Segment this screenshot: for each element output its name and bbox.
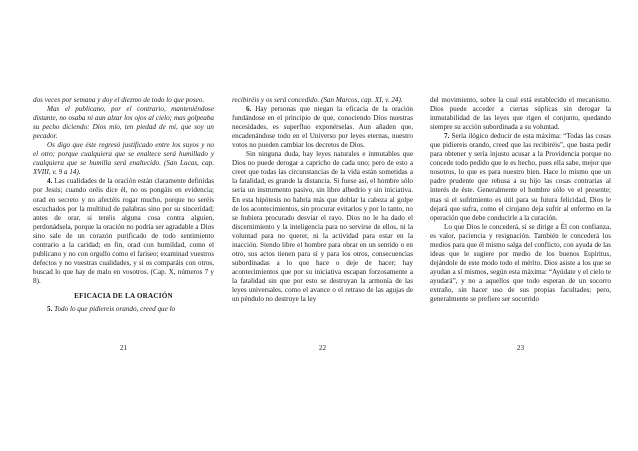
- page-23: [430, 96, 611, 446]
- paragraph: Mas el publicano, por el contrario, manteniéndose distante, no osaba ni aun alzar los ojos al cielo; mas golpeaba su pecho diciendo: Dios mío, ten piedad de mí, que soy un pecador.: [33, 105, 214, 141]
- page-21-text: [33, 96, 214, 286]
- page-number: 21: [119, 344, 128, 352]
- paragraph: [33, 177, 214, 286]
- paragraph: Lo que Dios le concederá, si se dirige a Él con confianza, es valor, paciencia y resignación. También le concederá los medios para que él mismo salga del conflicto, con ayuda de las ideas que le sugiere por medio de los buenos Espíritus, dejándole de este modo todo el mérito. Dios asiste a los que se ayudan a sí mismos, según esta máxima: “Ayúdate y el cielo te ayudará”, y no a aquellos que todo esperan de un socorro extraño, sin hacer uso de sus propias facultades; pero, generalmente se prefiere ser socorrido: [430, 222, 611, 304]
- page-number: 23: [516, 344, 525, 352]
- paragraph-text: Sería ilógico deducir de esta máxima: “Todas las cosas que pidiereis orando, creed que las recibiréis”, que basta pedir para obtener y sería injusto acusar a la Providencia porque no concede todo pedido que le es hecho, pues ella sabe, mejor que nosotros, lo que es para nuestro bien. Hace lo mismo que un padre prudente que rehusa a su hijo las cosas contrarias al interés de éste. Generalmente el hombre sólo ve el presente; mas si el sufrimiento es útil para su futura felicidad, Dios le dejará que sufra, como el cirujano deja sufrir al enfermo en la operación que debe conducirle a la curación.: [430, 132, 611, 222]
- paragraph-number: 5.: [47, 305, 53, 314]
- paragraph: [33, 305, 214, 314]
- paragraph-text: Todo lo que pidiereis orando, creed que lo: [52, 305, 176, 314]
- paragraph-number: 6.: [246, 105, 252, 114]
- paragraph-number: 4.: [47, 177, 53, 186]
- paragraph: [430, 132, 611, 222]
- page-22-text: [232, 96, 413, 304]
- page-number: 22: [318, 344, 327, 352]
- paragraph-text: Hay personas que niegan la eficacia de la oración fundándose en el principio de que, conociendo Dios nuestras necesidades, es superfluo exponérselas. Aun añaden que, encadenándose todo en el Universo por leyes eternas, nuestro votos no pueden cambiar los decretos de Dios.: [232, 105, 413, 150]
- paragraph: [232, 105, 413, 150]
- page-23-text: [430, 96, 611, 304]
- page-22: [232, 96, 413, 446]
- paragraph: recibiréis y os será concedido. (San Marcos, cap. XI, v. 24).: [232, 96, 403, 104]
- section-heading: EFICACIA DE LA ORACIÓN: [74, 291, 173, 300]
- paragraph: del movimiento, sobre la cual está establecido el mecanismo. Dios puede acceder a ciertas súplicas sin derogar la inmutabilidad de las leyes que rigen el conjunto, quedando siempre su acción subordinada a su voluntad.: [430, 96, 611, 132]
- page-21: [33, 96, 214, 446]
- paragraph: Sin ninguna duda, hay leyes naturales e inmutables que Dios no puede derogar a capricho de cada uno; pero de esto a creer que todas las circunstancias de la vida están sometidas a la fatalidad, es grande la distancia. Si fuese así, el hombre sólo sería un instrumento pasivo, sin libre albedrío y sin iniciativa. En esta hipótesis no habría más que doblar la cabeza al golpe de los acontecimientos, sin procurar evitarlos y por lo tanto, no se hubiera procurado desviar el rayo. Dios no le ha dado el discernimiento y la inteligencia para no servirse de ellos, ni la voluntad para no querer, ni la actividad para estar en la inacción. Siendo libre el hombre para obrar en un sentido o en otro, sus actos tienen para sí y para los otros, consecuencias subordinadas a lo que hace o deje de hacer; hay acontecimientos que por su iniciativa escapan forzosamente a la fatalidad sin que por esto se destruyan la armonía de las leyes universales, como el avance o el retraso de las agujas de un péndulo no destruye la ley: [232, 150, 413, 304]
- paragraph-number: 7.: [444, 132, 450, 141]
- paragraph-text: Las cualidades de la oración están claramente definidas por Jesús; cuando oréis dice él, no os pongáis en evidencia; orad en secreto y no afectéis rogar mucho, porque no seréis escuchados por la multitud de palabras sino por su sinceridad; antes de orar, si tenéis alguna cosa contra alguien, perdonádsela, porque la oración no podría ser agradable a Dios sino sale de un corazón purificado de todo sentimiento contrario a la caridad; en fin, orad con humildad, como el publicano y no con orgullo como el fariseo; examinad vuestros defectos y no vuestras cualidades, y si os comparáis con otros, buscad lo que hay de malo en vosotros. (Cap. X, números 7 y 8).: [33, 177, 214, 285]
- paragraph: dos veces por semana y doy el diezmo de todo lo que poseo.: [33, 96, 205, 104]
- paragraph: Os digo que éste regresó justificado entre los suyos y no el otro; porque cualquiera que se enaltece será humillado y cualquiera que se humilla será enaltecido. (San Lucas, cap. XVIII, v. 9 a 14).: [33, 141, 214, 177]
